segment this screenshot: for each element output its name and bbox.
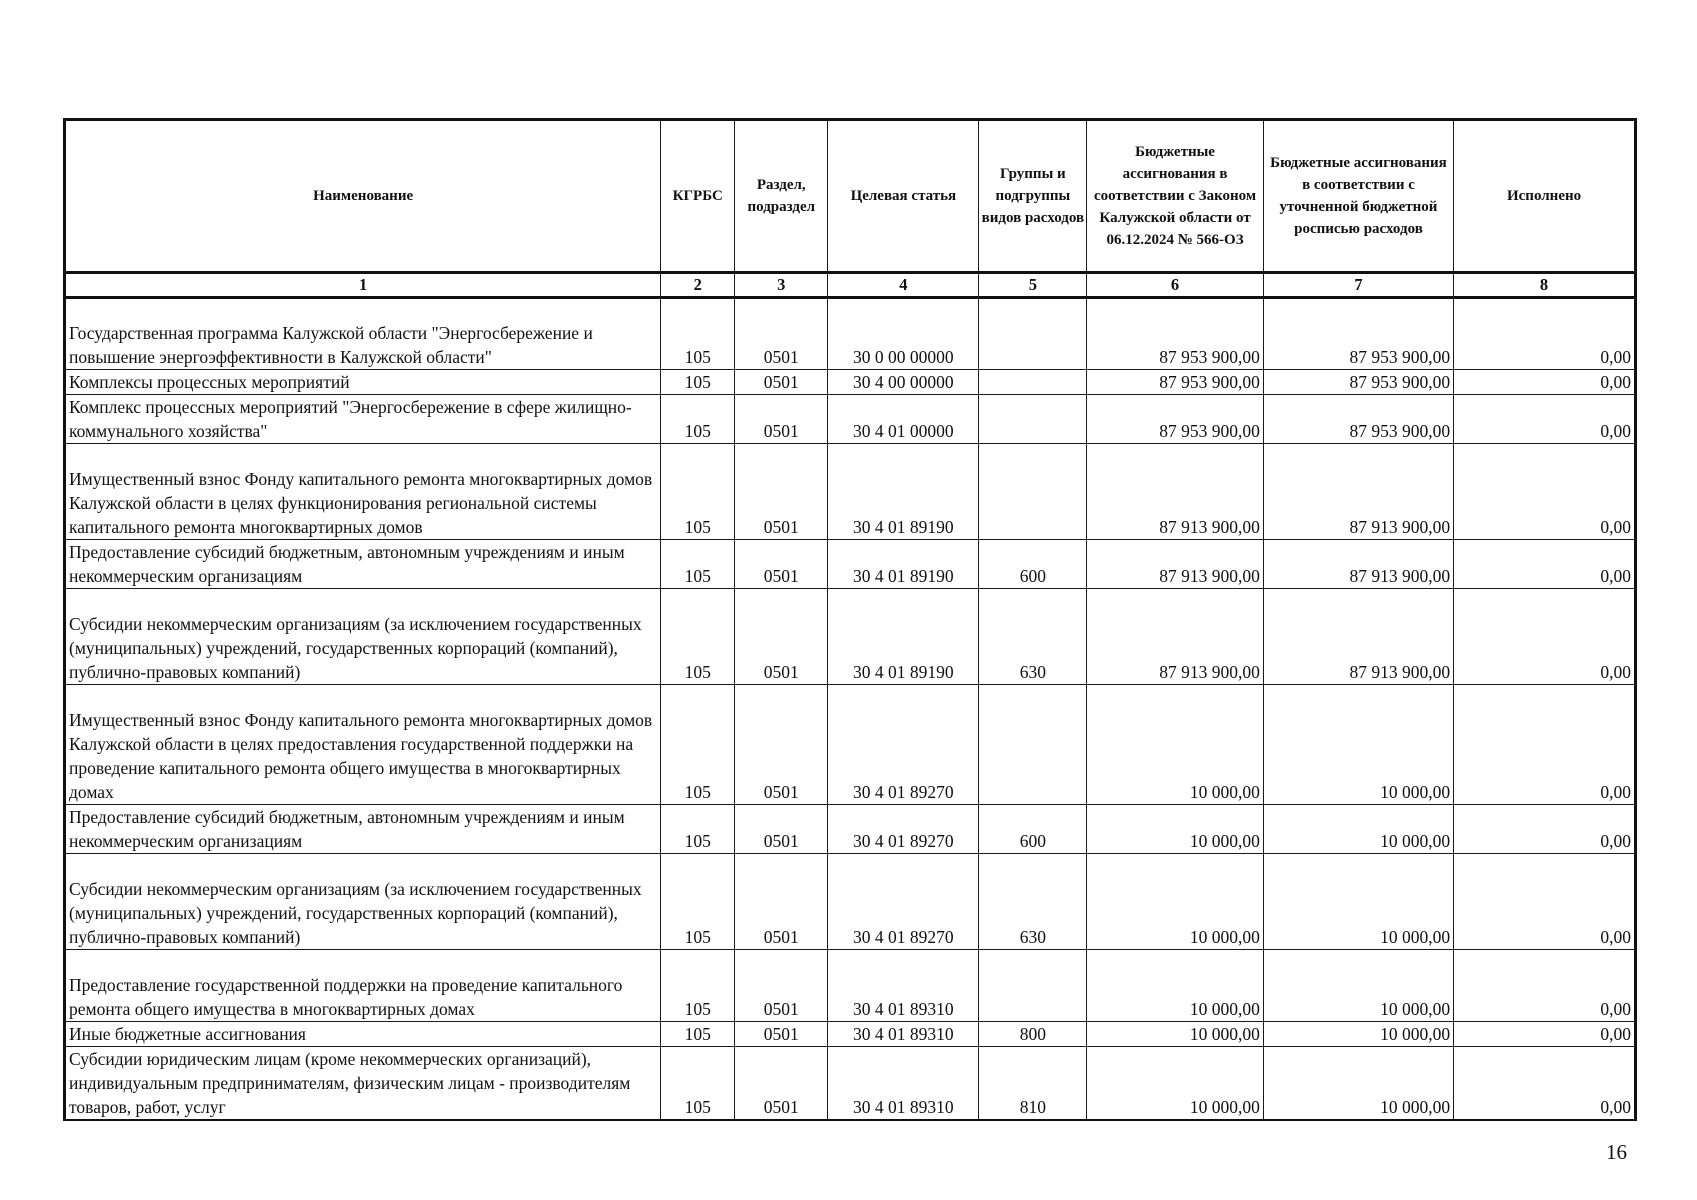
- table-row: [65, 1047, 1636, 1121]
- row-executed-amount: 0,00: [1454, 685, 1636, 805]
- row-section: 0501: [735, 444, 828, 540]
- row-group: [979, 298, 1087, 370]
- row-law-amount: 87 913 900,00: [1087, 444, 1264, 540]
- header-section: Раздел, подраздел: [735, 120, 828, 273]
- row-executed-amount: 0,00: [1454, 540, 1636, 589]
- row-target: 30 0 00 00000: [828, 298, 979, 370]
- row-name: Субсидии некоммерческим организациям (за исключением государственных (муниципальных) учреждений, государственных корпораций (компаний), публично-правовых компаний): [65, 589, 661, 685]
- row-name: Комплексы процессных мероприятий: [65, 370, 661, 395]
- table-row: [65, 1022, 1636, 1047]
- row-law-amount: 10 000,00: [1087, 685, 1264, 805]
- row-refined-amount: 87 953 900,00: [1263, 370, 1453, 395]
- row-target: 30 4 01 89190: [828, 589, 979, 685]
- row-law-amount: 10 000,00: [1087, 805, 1264, 854]
- row-law-amount: 87 913 900,00: [1087, 589, 1264, 685]
- row-kgrbs: 105: [661, 540, 735, 589]
- row-kgrbs: 105: [661, 950, 735, 1022]
- table-row: [65, 540, 1636, 589]
- row-target: 30 4 00 00000: [828, 370, 979, 395]
- row-name: Иные бюджетные ассигнования: [65, 1022, 661, 1047]
- row-target: 30 4 01 89270: [828, 854, 979, 950]
- table-row: [65, 685, 1636, 805]
- row-kgrbs: 105: [661, 395, 735, 444]
- column-number: 1: [65, 273, 661, 298]
- column-number: 8: [1454, 273, 1636, 298]
- row-executed-amount: 0,00: [1454, 1047, 1636, 1121]
- row-kgrbs: 105: [661, 805, 735, 854]
- row-name: Имущественный взнос Фонду капитального ремонта многоквартирных домов Калужской области в целях функционирования региональной системы капитального ремонта многоквартирных домов: [65, 444, 661, 540]
- row-group: [979, 685, 1087, 805]
- row-group: [979, 395, 1087, 444]
- row-target: 30 4 01 89270: [828, 685, 979, 805]
- row-executed-amount: 0,00: [1454, 854, 1636, 950]
- row-law-amount: 10 000,00: [1087, 1022, 1264, 1047]
- row-section: 0501: [735, 805, 828, 854]
- table-row: [65, 395, 1636, 444]
- row-section: 0501: [735, 589, 828, 685]
- row-refined-amount: 10 000,00: [1263, 854, 1453, 950]
- row-executed-amount: 0,00: [1454, 395, 1636, 444]
- row-kgrbs: 105: [661, 685, 735, 805]
- row-executed-amount: 0,00: [1454, 805, 1636, 854]
- row-refined-amount: 87 953 900,00: [1263, 298, 1453, 370]
- row-refined-amount: 87 913 900,00: [1263, 444, 1453, 540]
- column-number-row: [65, 273, 1636, 298]
- header-kgrbs: КГРБС: [661, 120, 735, 273]
- row-target: 30 4 01 89190: [828, 444, 979, 540]
- row-target: 30 4 01 89310: [828, 950, 979, 1022]
- header-target: Целевая статья: [828, 120, 979, 273]
- row-group: 600: [979, 805, 1087, 854]
- row-kgrbs: 105: [661, 589, 735, 685]
- row-kgrbs: 105: [661, 1047, 735, 1121]
- row-name: Субсидии юридическим лицам (кроме некоммерческих организаций), индивидуальным предпринимателям, физическим лицам - производителям товаров, работ, услуг: [65, 1047, 661, 1121]
- table-row: [65, 444, 1636, 540]
- row-group: 810: [979, 1047, 1087, 1121]
- row-refined-amount: 10 000,00: [1263, 805, 1453, 854]
- header-law-allocations: Бюджетные ассигнования в соответствии с Законом Калужской области от 06.12.2024 № 566-ОЗ: [1087, 120, 1264, 273]
- row-executed-amount: 0,00: [1454, 298, 1636, 370]
- column-number: 7: [1263, 273, 1453, 298]
- row-section: 0501: [735, 950, 828, 1022]
- header-row: [65, 120, 1636, 273]
- row-group: 630: [979, 854, 1087, 950]
- table-row: [65, 854, 1636, 950]
- row-kgrbs: 105: [661, 1022, 735, 1047]
- row-target: 30 4 01 00000: [828, 395, 979, 444]
- row-executed-amount: 0,00: [1454, 950, 1636, 1022]
- column-number: 3: [735, 273, 828, 298]
- row-section: 0501: [735, 685, 828, 805]
- row-kgrbs: 105: [661, 370, 735, 395]
- row-law-amount: 87 953 900,00: [1087, 370, 1264, 395]
- row-refined-amount: 87 913 900,00: [1263, 589, 1453, 685]
- row-refined-amount: 10 000,00: [1263, 1022, 1453, 1047]
- row-name: Комплекс процессных мероприятий "Энергосбережение в сфере жилищно-коммунального хозяйства": [65, 395, 661, 444]
- row-name: Государственная программа Калужской области "Энергосбережение и повышение энергоэффективности в Калужской области": [65, 298, 661, 370]
- row-kgrbs: 105: [661, 444, 735, 540]
- row-executed-amount: 0,00: [1454, 370, 1636, 395]
- table-row: [65, 950, 1636, 1022]
- column-number: 4: [828, 273, 979, 298]
- row-target: 30 4 01 89310: [828, 1022, 979, 1047]
- column-number: 6: [1087, 273, 1264, 298]
- header-name: Наименование: [65, 120, 661, 273]
- row-name: Имущественный взнос Фонду капитального ремонта многоквартирных домов Калужской области в целях предоставления государственной поддержки на проведение капитального ремонта общего имущества в многоквартирных домах: [65, 685, 661, 805]
- row-law-amount: 87 953 900,00: [1087, 395, 1264, 444]
- row-section: 0501: [735, 1022, 828, 1047]
- row-section: 0501: [735, 298, 828, 370]
- row-law-amount: 10 000,00: [1087, 854, 1264, 950]
- table-row: [65, 370, 1636, 395]
- row-refined-amount: 10 000,00: [1263, 685, 1453, 805]
- row-law-amount: 87 913 900,00: [1087, 540, 1264, 589]
- row-group: [979, 444, 1087, 540]
- row-kgrbs: 105: [661, 854, 735, 950]
- row-executed-amount: 0,00: [1454, 589, 1636, 685]
- row-section: 0501: [735, 540, 828, 589]
- row-group: 800: [979, 1022, 1087, 1047]
- row-name: Субсидии некоммерческим организациям (за исключением государственных (муниципальных) учреждений, государственных корпораций (компаний), публично-правовых компаний): [65, 854, 661, 950]
- row-kgrbs: 105: [661, 298, 735, 370]
- row-refined-amount: 87 913 900,00: [1263, 540, 1453, 589]
- row-group: 630: [979, 589, 1087, 685]
- table-row: [65, 298, 1636, 370]
- row-group: [979, 370, 1087, 395]
- row-section: 0501: [735, 370, 828, 395]
- row-target: 30 4 01 89270: [828, 805, 979, 854]
- row-section: 0501: [735, 854, 828, 950]
- row-target: 30 4 01 89190: [828, 540, 979, 589]
- table-row: [65, 805, 1636, 854]
- row-refined-amount: 87 953 900,00: [1263, 395, 1453, 444]
- budget-table: [63, 118, 1637, 1121]
- row-law-amount: 10 000,00: [1087, 1047, 1264, 1121]
- row-executed-amount: 0,00: [1454, 444, 1636, 540]
- row-refined-amount: 10 000,00: [1263, 950, 1453, 1022]
- row-group: 600: [979, 540, 1087, 589]
- header-refined-allocations: Бюджетные ассигнования в соответствии с уточненной бюджетной росписью расходов: [1263, 120, 1453, 273]
- row-law-amount: 87 953 900,00: [1087, 298, 1264, 370]
- header-group: Группы и подгруппы видов расходов: [979, 120, 1087, 273]
- row-section: 0501: [735, 395, 828, 444]
- header-executed: Исполнено: [1454, 120, 1636, 273]
- row-target: 30 4 01 89310: [828, 1047, 979, 1121]
- row-refined-amount: 10 000,00: [1263, 1047, 1453, 1121]
- page-number: 16: [1606, 1140, 1627, 1164]
- row-executed-amount: 0,00: [1454, 1022, 1636, 1047]
- table-row: [65, 589, 1636, 685]
- column-number: 2: [661, 273, 735, 298]
- row-name: Предоставление субсидий бюджетным, автономным учреждениям и иным некоммерческим организациям: [65, 540, 661, 589]
- row-name: Предоставление государственной поддержки на проведение капитального ремонта общего имущества в многоквартирных домах: [65, 950, 661, 1022]
- row-section: 0501: [735, 1047, 828, 1121]
- row-name: Предоставление субсидий бюджетным, автономным учреждениям и иным некоммерческим организациям: [65, 805, 661, 854]
- row-group: [979, 950, 1087, 1022]
- row-law-amount: 10 000,00: [1087, 950, 1264, 1022]
- column-number: 5: [979, 273, 1087, 298]
